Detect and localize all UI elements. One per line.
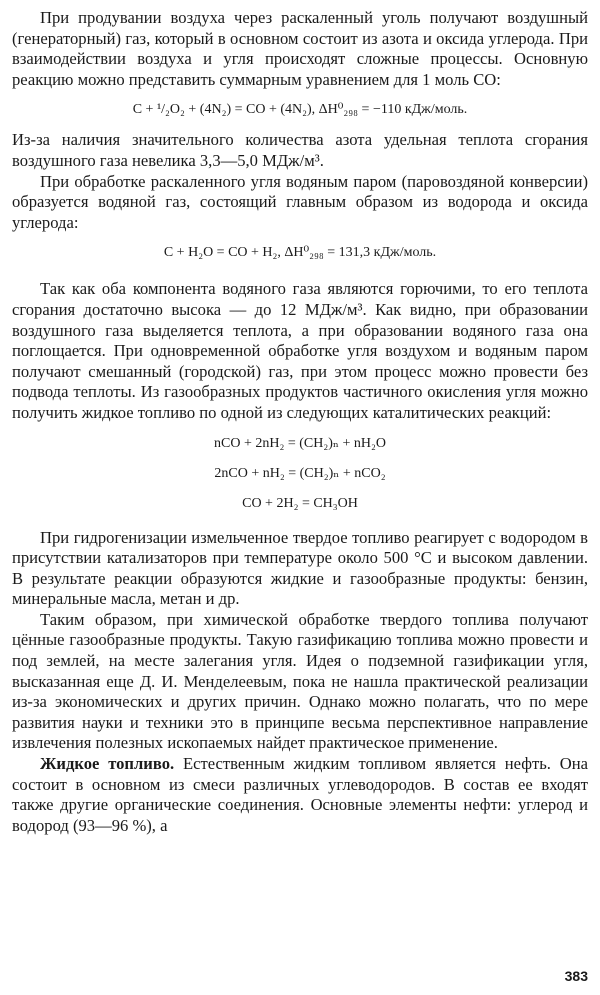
paragraph-hydrogenation: При гидрогенизации измельченное твердое топливо реагирует с водородом в присутствии катализаторов при температуре около 500 °C и высоком давлении. В результате реакции образуются жидкие и газообразные продукты: бензин, минеральные масла, метан и др. — [12, 527, 588, 609]
page-body — [12, 8, 588, 836]
equation-methanol: CO + 2H₂ = CH₃OH — [242, 495, 358, 511]
paragraph-mixed-gas: Так как оба компонента водяного газа являются горючими, то его теплота сгорания достаточно высока — до 12 МДж/м³. Как видно, при образовании воздушного газа выделяется теплота, а при образовании водяного газа она поглощается. При одновременной обработке угля воздухом и водяным паром получают смешанный (городской) газ, при этом процесс можно провести без подвода теплоты. Из газообразных продуктов частичного окисления угля можно получить жидкое топливо по одной из следующих каталитических реакций: — [12, 279, 588, 422]
paragraph-gasification: Таким образом, при химической обработке твердого топлива получают цённые газообразные продукты. Такую газификацию топлива можно провести и под землей, на месте залегания угля. Идея о подземной газификации угля, высказанная еще Д. И. Менделеевым, пока не нашла практической реализации из-за экономических и других причин. Однако можно полагать, что по мере развития науки и техники это в принципе весьма перспективное направление извлечения полезных ископаемых найдет практическое применение. — [12, 609, 588, 753]
page-number: 383 — [564, 968, 588, 984]
equation-catalytic-1: nCO + 2nH₂ = (CH₂)ₙ + nH₂O — [214, 435, 386, 451]
equation-catalytic-2: 2nCO + nH₂ = (CH₂)ₙ + nCO₂ — [214, 465, 386, 481]
section-title-liquid-fuel: Жидкое топливо. — [40, 754, 175, 774]
paragraph-liquid-fuel — [12, 754, 588, 836]
paragraph-air-gas-heat: Из-за наличия значительного количества азота удельная теплота сгорания воздушного газа невелика 3,3—5,0 МДж/м³. — [12, 130, 588, 170]
paragraph-air-gas: При продувании воздуха через раскаленный уголь получают воздушный (генераторный) газ, который в основном состоит из азота и оксида углерода. При взаимодействии воздуха и угля происходят сложные процессы. Основную реакцию можно представить суммарным уравнением для 1 моль CO: — [12, 8, 588, 89]
equation-water-gas: C + H₂O = CO + H₂, ΔH⁰₂₉₈ = 131,3 кДж/моль. — [163, 245, 437, 261]
paragraph-liquid-fuel-text: Естественным жидким топливом является нефть. Она состоит в основном из смеси различных углеводородов. В состав ее входят также другие органические соединения. Основные элементы нефти: углерод и водород (93—96 %), а — [12, 754, 588, 835]
paragraph-water-gas: При обработке раскаленного угля водяным паром (паровоздяной конверсии) образуется водяной газ, состоящий главным образом из водорода и оксида углерода: — [12, 171, 588, 232]
equation-block-catalytic — [12, 434, 588, 514]
equation-air-gas: C + ¹/₂O₂ + (4N₂) = CO + (4N₂), ΔH⁰₂₉₈ = −110 кДж/моль. — [132, 102, 468, 118]
